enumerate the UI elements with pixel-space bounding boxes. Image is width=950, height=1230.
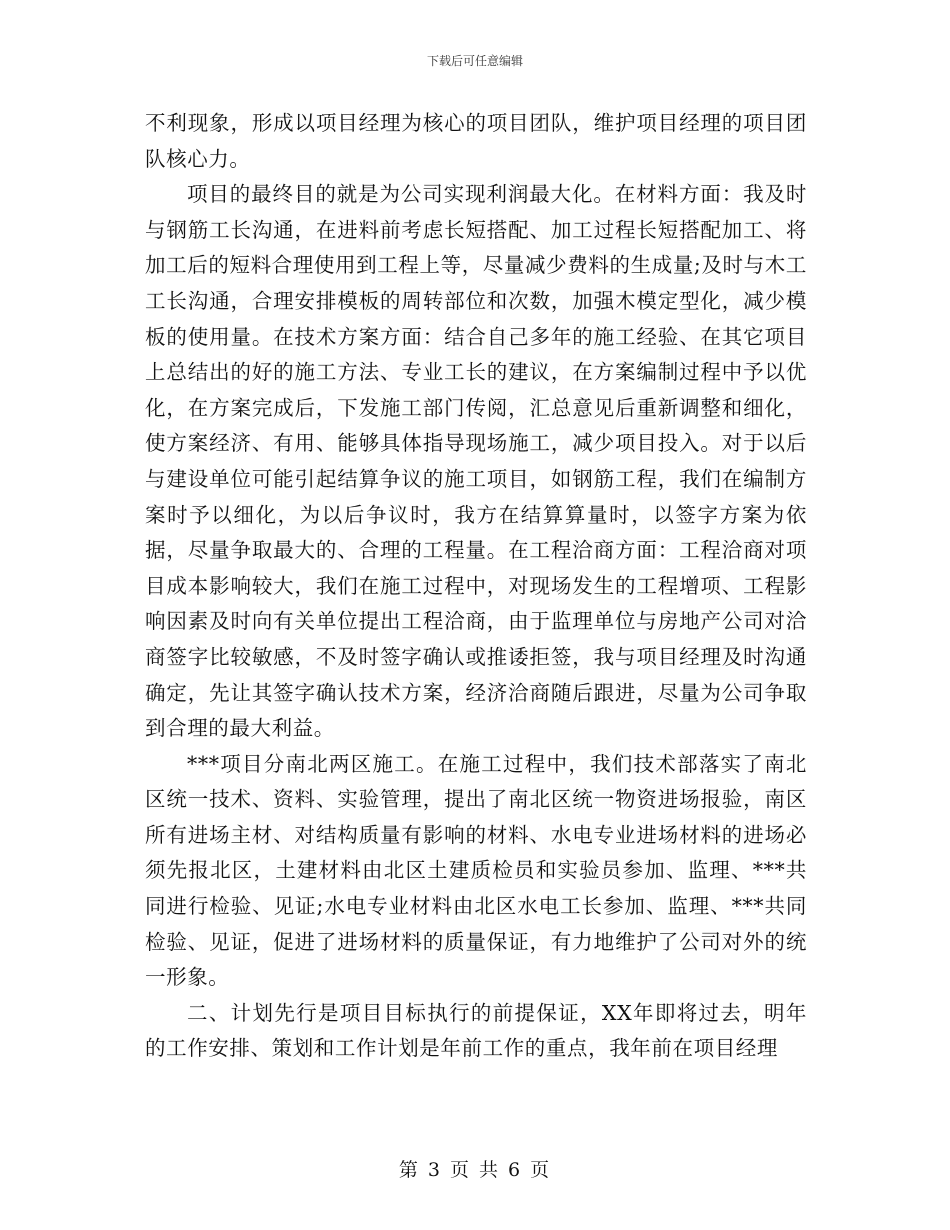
paragraph-1: 不利现象，形成以项目经理为核心的项目团队，维护项目经理的项目团队核心力。 bbox=[145, 111, 807, 171]
paragraph-2: 项目的最终目的就是为公司实现利润最大化。在材料方面：我及时与钢筋工长沟通，在进料前考虑长短搭配、加工过程长短搭配加工、将加工后的短料合理使用到工程上等，尽量减少费料的生成量;及时与木工工长沟通，合理安排模板的周转部位和次数，加强木模定型化，减少模板的使用量。在技术方案方面：结合自己多年的施工经验、在其它项目上总结出的好的施工方法、专业工长的建议，在方案编制过程中予以优化，在方案完成后，下发施工部门传阅，汇总意见后重新调整和细化，使方案经济、有用、能够具体指导现场施工，减少项目投入。对于以后与建设单位可能引起结算争议的施工项目，如钢筋工程，我们在编制方案时予以细化，为以后争议时，我方在结算算量时，以签字方案为依据，尽量争取最大的、合理的工程量。在工程洽商方面：工程洽商对项目成本影响较大，我们在施工过程中，对现场发生的工程增项、工程影响因素及时向有关单位提出工程洽商，由于监理单位与房地产公司对洽商签字比较敏感，不及时签字确认或推诿拒签，我与项目经理及时沟通确定，先让其签字确认技术方案，经济洽商随后跟进，尽量为公司争取到合理的最大利益。 bbox=[145, 182, 807, 741]
paragraph-4: 二、计划先行是项目目标执行的前提保证，XX年即将过去，明年的工作安排、策划和工作计划是年前工作的重点，我年前在项目经理 bbox=[145, 1000, 807, 1061]
document-body bbox=[145, 106, 807, 1067]
paragraph-3: ***项目分南北两区施工。在施工过程中，我们技术部落实了南北区统一技术、资料、实验管理，提出了南北区统一物资进场报验，南区所有进场主材、对结构质量有影响的材料、水电专业进场材料的进场必须先报北区，土建材料由北区土建质检员和实验员参加、监理、***共同进行检验、见证;水电专业材料由北区水电工长参加、监理、***共同检验、见证，促进了进场材料的质量保证，有力地维护了公司对外的统一形象。 bbox=[145, 751, 807, 990]
page-header: 下载后可任意编辑 bbox=[426, 54, 523, 68]
page-footer: 第 3 页 共 6 页 bbox=[398, 1159, 552, 1181]
